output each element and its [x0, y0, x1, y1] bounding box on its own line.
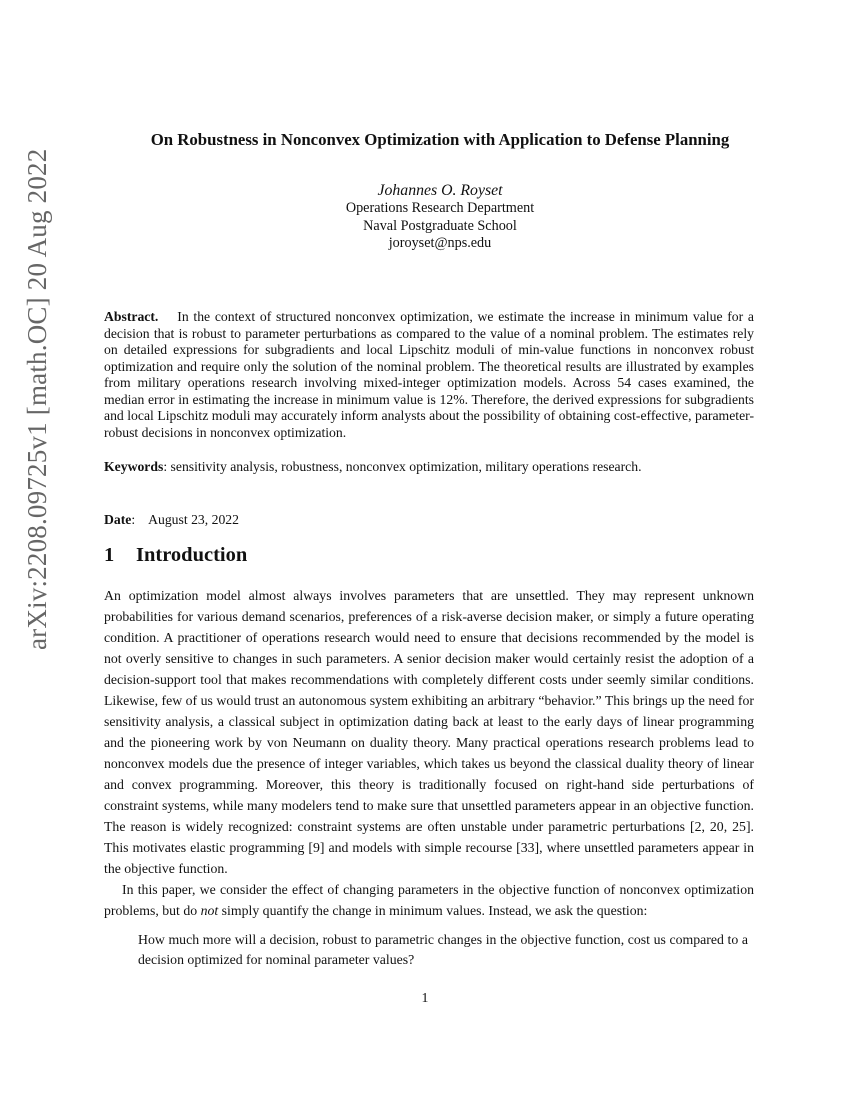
- keywords-text: : sensitivity analysis, robustness, nonconvex optimization, military operations research.: [163, 459, 642, 474]
- section-heading: [104, 544, 247, 567]
- date-text: : August 23, 2022: [131, 512, 239, 527]
- paragraph: [104, 879, 754, 921]
- keywords: [104, 459, 754, 476]
- arxiv-stamp: arXiv:2208.09725v1 [math.OC] 20 Aug 2022: [22, 148, 52, 650]
- introduction-body: [104, 585, 754, 921]
- research-question: How much more will a decision, robust to parametric changes in the objective function, cost us compared to a decision optimized for nominal parameter values?: [138, 932, 748, 967]
- date-label: Date: [104, 512, 132, 527]
- author-department: Operations Research Department: [345, 200, 535, 216]
- section-title: Introduction: [136, 544, 248, 566]
- keywords-label: Keywords: [104, 459, 164, 474]
- abstract-text: In the context of structured nonconvex optimization, we estimate the increase in minimum value for a decision that is robust to parameter perturbations as compared to the value of a nominal problem. The estimates rely on detailed expressions for subgradients and local Lipschitz moduli of min-value functions in nonconvex robust optimization and require only the solution of the nominal problem. The theoretical results are illustrated by examples from military operations research involving mixed-integer optimization models. Across 54 cases examined, the median error in estimating the increase in minimum value is 12%. Therefore, the derived expressions for subgradients and local Lipschitz moduli may accurately inform analysts about the possibility of obtaining cost-effective, parameter-robust decisions in nonconvex optimization.: [104, 309, 755, 440]
- author-email: joroyset@nps.edu: [388, 235, 492, 251]
- abstract-label: Abstract.: [104, 309, 159, 324]
- author-block: [240, 181, 640, 253]
- page-number: 1: [421, 990, 429, 1005]
- section-number: 1: [104, 544, 115, 566]
- paper-title: On Robustness in Nonconvex Optimization with Application to Defense Planning: [150, 130, 730, 149]
- paragraph: An optimization model almost always involves parameters that are unsettled. They may represent unknown probabilities for various demand scenarios, preferences of a risk-averse decision maker, or simply a future operating condition. A practitioner of operations research would need to ensure that decisions recommended by the model is not overly sensitive to changes in such parameters. A senior decision maker would certainly resist the adoption of a decision-support tool that makes recommendations with completely different costs under seemly similar conditions. Likewise, few of us would trust an autonomous system exhibiting an arbitrary “behavior.” This brings up the need for sensitivity analysis, a classical subject in optimization dating back at least to the early days of linear programming and the pioneering work by von Neumann on duality theory. Many practical operations research problems lead to nonconvex models due the presence of integer variables, which takes us beyond the classical duality theory of linear and convex programming. Moreover, this theory is traditionally focused on right-hand side perturbations of constraint systems, while many modelers tend to make sure that unsettled parameters appear in an objective function. The reason is widely recognized: constraint systems are often unstable under parametric perturbations [2, 20, 25]. This motivates elastic programming [9] and models with simple recourse [33], where unsettled parameters appear in the objective function.: [104, 588, 754, 876]
- paragraph-text: In this paper, we consider the effect of changing parameters in the objective function of nonconvex optimization problems, but do: [104, 882, 754, 918]
- author-institution: Naval Postgraduate School: [363, 217, 517, 234]
- date-line: [104, 512, 754, 529]
- paragraph-text: simply quantify the change in minimum values. Instead, we ask the question:: [218, 903, 648, 918]
- author-name: Johannes O. Royset: [377, 182, 503, 199]
- emphasis-text: not: [200, 903, 219, 918]
- abstract: [104, 309, 754, 441]
